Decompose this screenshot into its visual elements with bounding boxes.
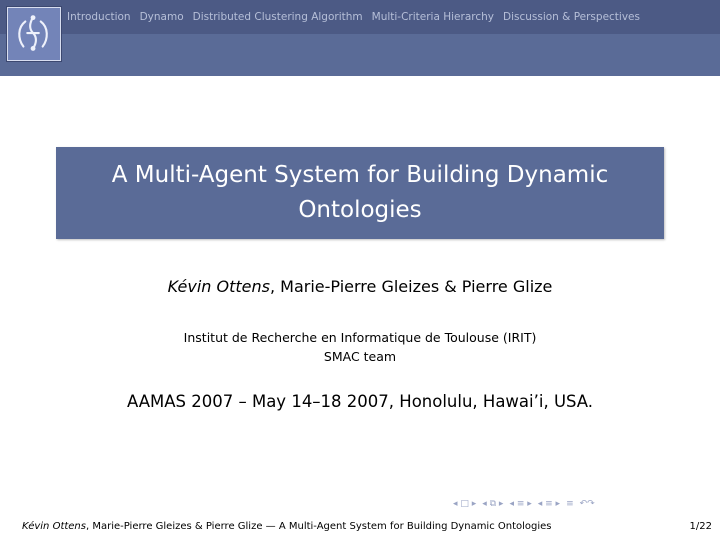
undo-redo-icon[interactable]: ↶↷	[579, 499, 595, 509]
footer-title: , Marie-Pierre Gleizes & Pierre Glize — A Multi-Agent System for Building Dynamic Ontologies	[85, 521, 552, 532]
footer-text	[22, 521, 552, 532]
conference-info: AAMAS 2007 – May 14–18 2007, Honolulu, Hawai’i, USA.	[126, 392, 594, 411]
logo-icon	[7, 7, 61, 61]
title-block	[56, 147, 664, 239]
institute: Institut de Recherche en Informatique de Toulouse (IRIT)	[183, 330, 537, 345]
slide-title-line2: Ontologies	[298, 197, 422, 223]
co-authors: , Marie-Pierre Gleizes & Pierre Glize	[269, 277, 553, 296]
page-number: 1/22	[689, 521, 712, 532]
section-nav-icon[interactable]: ◂ ≡ ▸	[509, 499, 532, 509]
nav-item-multi-criteria-hierarchy[interactable]: Multi-Criteria Hierarchy	[371, 11, 494, 23]
slide-title-line1: A Multi-Agent System for Building Dynamic	[111, 162, 609, 188]
outline-icon[interactable]: ≡	[566, 499, 574, 509]
nav-item-discussion[interactable]: Discussion & Perspectives	[503, 11, 640, 23]
slide-title	[112, 158, 609, 228]
nav-item-introduction[interactable]: Introduction	[67, 11, 131, 23]
frame-nav-icon[interactable]: ◂ □ ▸	[453, 499, 477, 509]
authors	[0, 277, 720, 296]
section-navigation	[67, 11, 640, 25]
nav-item-dynamo[interactable]: Dynamo	[139, 11, 184, 23]
footer-author: Kévin Ottens	[22, 521, 86, 532]
beamer-navigation	[453, 499, 595, 509]
first-author: Kévin Ottens	[167, 277, 270, 296]
subsection-nav-icon[interactable]: ◂ ⧉ ▸	[482, 499, 504, 509]
nav-item-distributed-clustering[interactable]: Distributed Clustering Algorithm	[192, 11, 363, 23]
affiliation	[0, 328, 720, 366]
team: SMAC team	[323, 349, 397, 364]
footer	[0, 515, 720, 541]
subsection-list-nav-icon[interactable]: ◂ ≡ ▸	[537, 499, 561, 509]
